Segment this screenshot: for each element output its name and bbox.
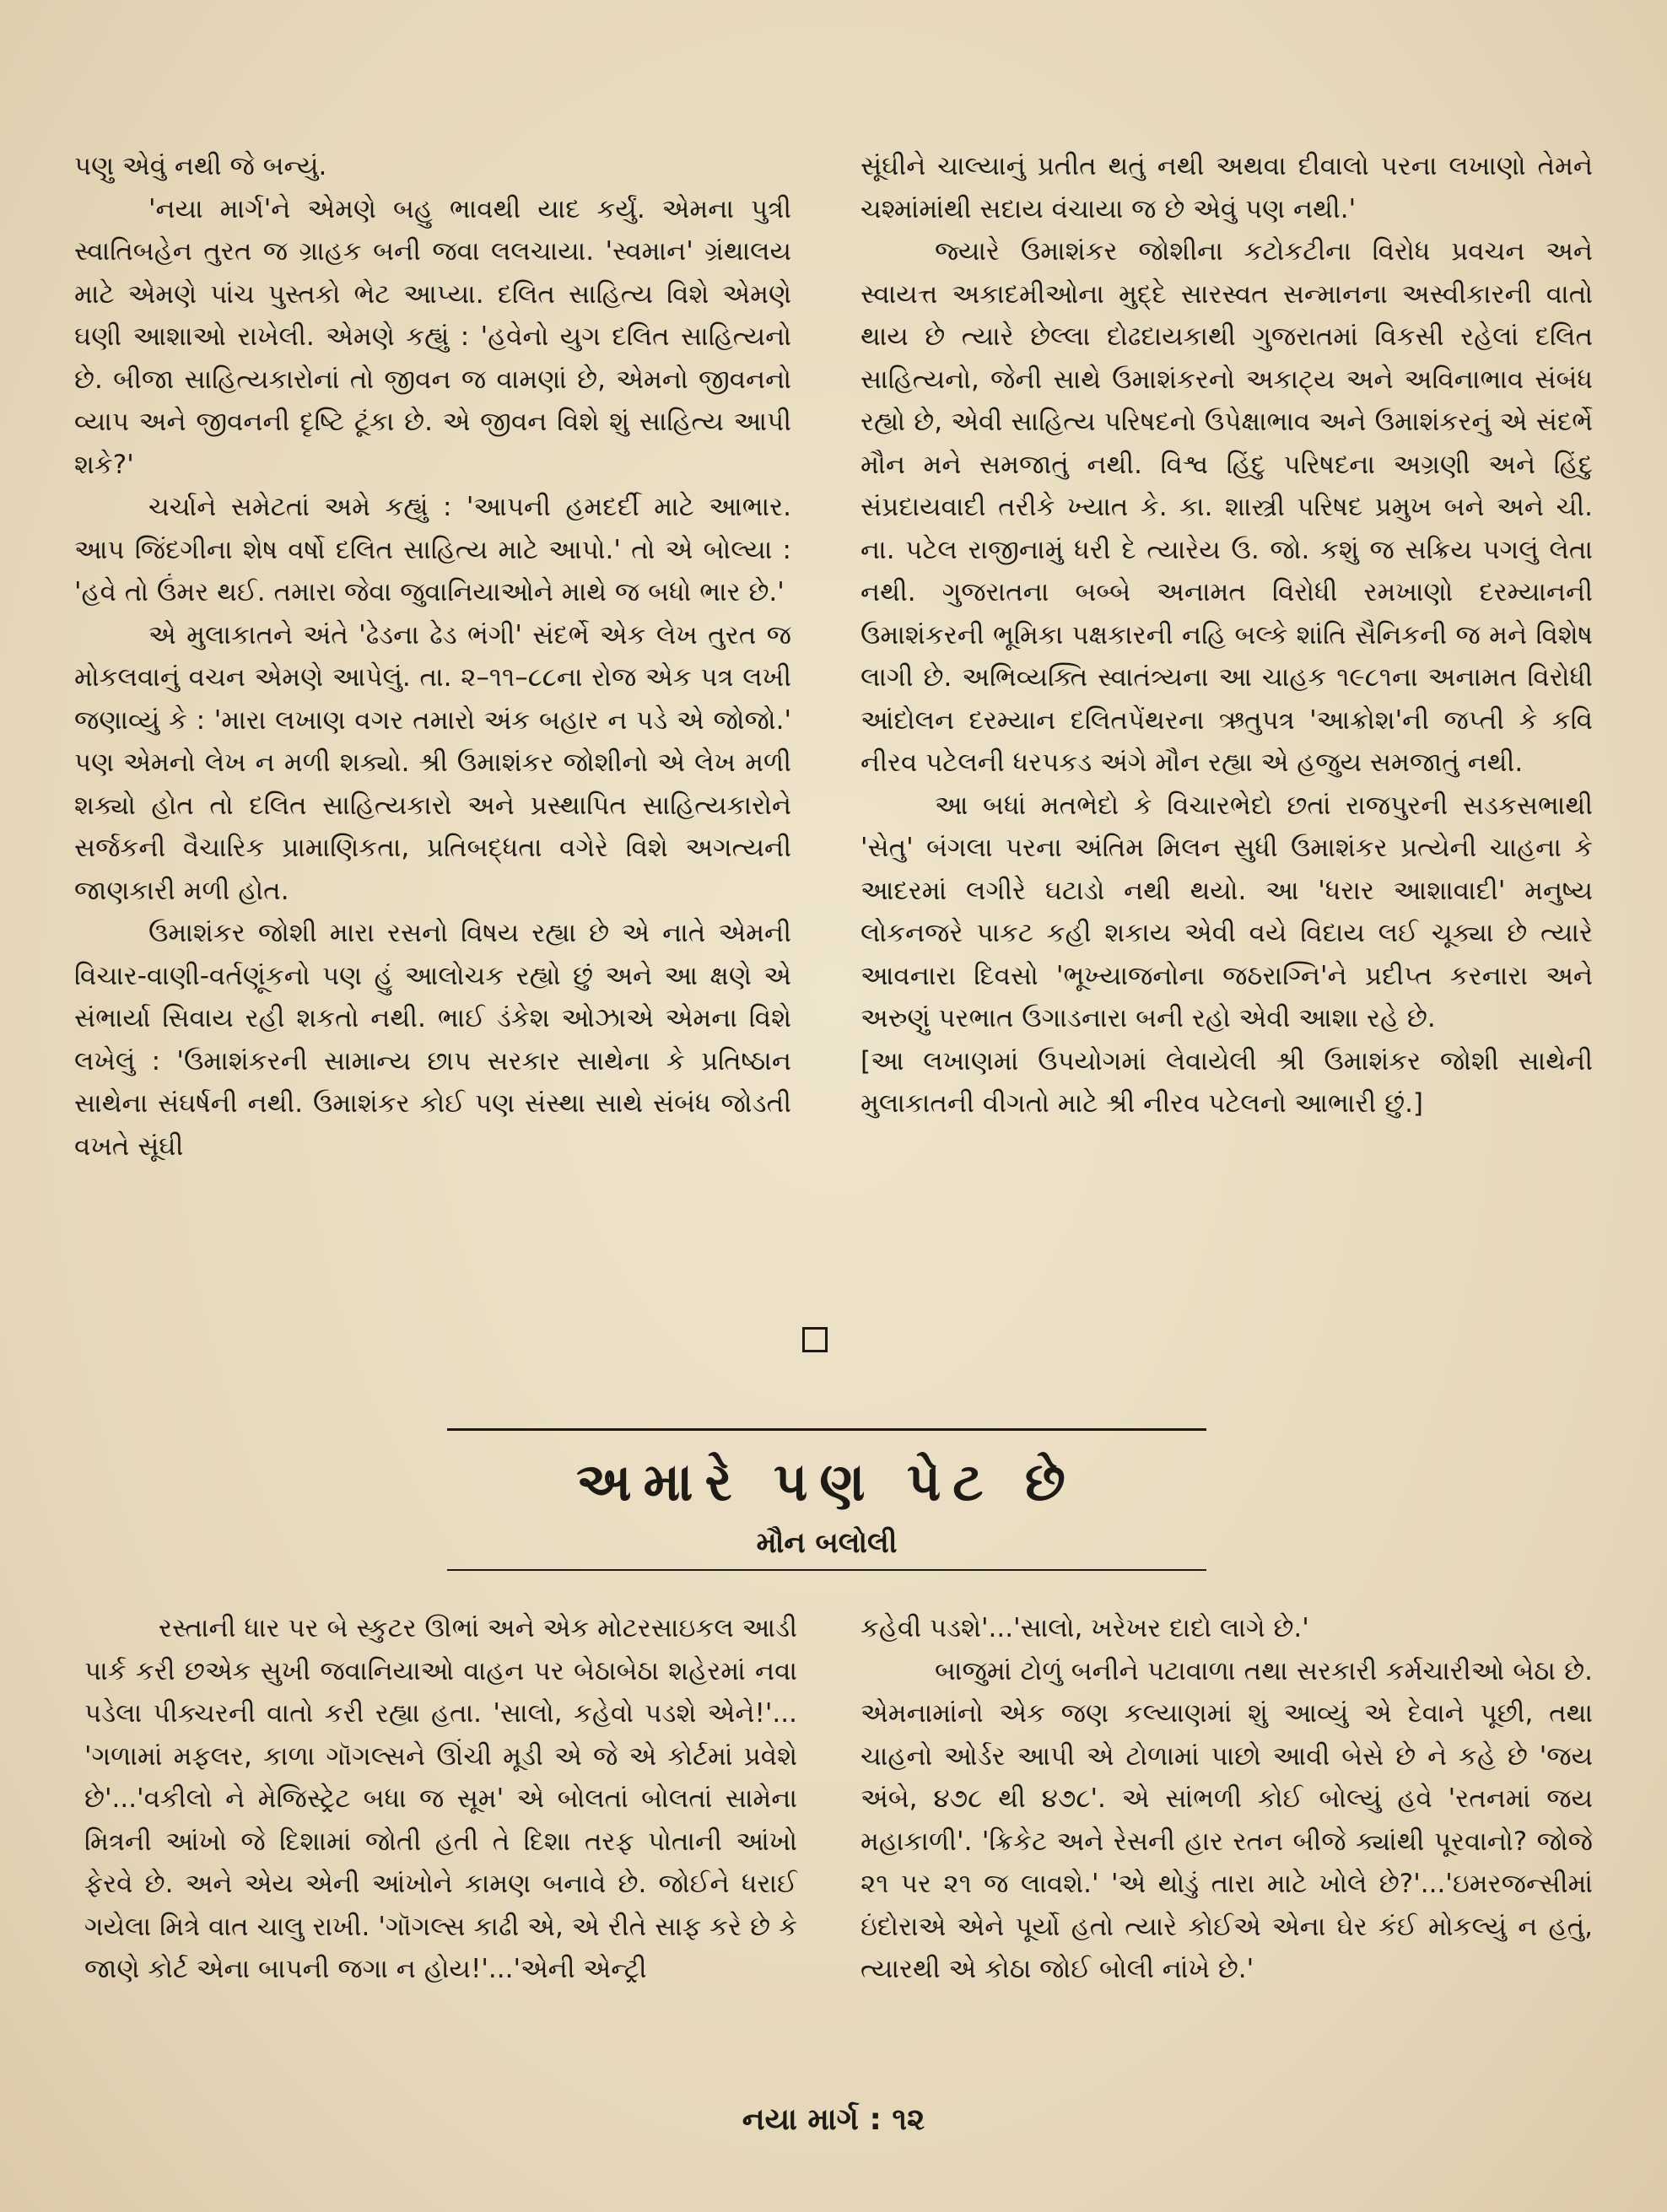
article2-title: અમારે પણ પેટ છે xyxy=(576,1451,1077,1513)
article1-column-left xyxy=(74,145,791,1168)
article2-column-left xyxy=(84,1607,797,1991)
article2-column-right xyxy=(860,1607,1593,1991)
paragraph: કહેવી પડશે'...'સાલો, ખરેખર દાદો લાગે છે.' xyxy=(860,1613,1309,1643)
article2-author: મૌન બલોલી xyxy=(756,1526,898,1560)
paragraph: આ બધાં મતભેદો કે વિચારભેદો છતાં રાજપુરની સડકસભાથી 'સેતુ' બંગલા પરના અંતિમ મિલન સુધી ઉમાશંકર પ્રત્યેની ચાહના કે આદરમાં લગીરે ઘટાડો નથી થયો. આ 'ધરાર આશાવાદી' મનુષ્ય લોકનજરે પાકટ કહી શકાય એવી વયે વિદાય લઈ ચૂક્યા છે ત્યારે આવનારા દિવસો 'ભૂખ્યાજનોના જઠરાગ્નિ'ને પ્રદીપ્ત કરનારા અને અરુણું પરભાત ઉગાડનારા બની રહો એવી આશા રહે છે. xyxy=(860,790,1593,1033)
page-footer: નયા માર્ગ : ૧૨ xyxy=(742,2102,925,2137)
paragraph: એ મુલાકાતને અંતે 'ઢેડના ઢેડ ભંગી' સંદર્ભે એક લેખ તુરત જ મોકલવાનું વચન એમણે આપેલું. તા. ૨–૧૧–૮૮ના રોજ એક પત્ર લખી જણાવ્યું કે : 'મારા લખાણ વગર તમારો અંક બહાર ન પડે એ જોજો.' પણ એમનો લેખ ન મળી શક્યો. શ્રી ઉમાશંકર જોશીનો એ લેખ મળી શક્યો હોત તો દલિત સાહિત્યકારો અને પ્રસ્થાપિત સાહિત્યકારોને સર્જકની વૈચારિક પ્રામાણિકતા, પ્રતિબદ્ધતા વગેરે વિશે અગત્યની જાણકારી મળી હોત. xyxy=(74,619,791,906)
article-end-square-icon xyxy=(802,1327,828,1352)
paragraph: બાજુમાં ટોળું બનીને પટાવાળા તથા સરકારી કર્મચારીઓ બેઠા છે. એમનામાંનો એક જણ કલ્યાણમાં શું આવ્યું એ દેવાને પૂછી, તથા ચાહનો ઓર્ડર આપી એ ટોળામાં પાછો આવી બેસે છે ને કહે છે 'જય અંબે, ૪૭૮ થી ૪૭૮'. એ સાંભળી કોઈ બોલ્યું હવે 'રતનમાં જય મહાકાળી'. 'ક્રિકેટ અને રેસની હાર રતન બીજે ક્યાંથી પૂરવાનો? જોજે ૨૧ પર ૨૧ જ લાવશે.' 'એ થોડું તારા માટે ખોલે છે?'...'ઇમરજન્સીમાં ઇંદોરાએ એને પૂર્યો હતો ત્યારે કોઈએ એના ઘેર કંઈ મોકલ્યું ન હતું, ત્યારથી એ કોઠા જોઈ બોલી નાંખે છે.' xyxy=(860,1655,1593,1984)
paragraph: જ્યારે ઉમાશંકર જોશીના કટોકટીના વિરોધ પ્રવચન અને સ્વાયત્ત અકાદમીઓના મુદ્દે સારસ્વત સન્માનના અસ્વીકારની વાતો થાય છે ત્યારે છેલ્લા દોઢદાયકાથી ગુજરાતમાં વિકસી રહેલાં દલિત સાહિત્યનો, જેની સાથે ઉમાશંકરનો અકાટ્ય અને અવિનાભાવ સંબંધ રહ્યો છે, એવી સાહિત્ય પરિષદનો ઉપેક્ષાભાવ અને ઉમાશંકરનું એ સંદર્ભે મૌન મને સમજાતું નથી. વિશ્વ હિંદુ પરિષદના અગ્રણી અને હિંદુ સંપ્રદાયવાદી તરીકે ખ્યાત કે. કા. શાસ્ત્રી પરિષદ પ્રમુખ બને અને ચી. ના. પટેલ રાજીનામું ધરી દે ત્યારેય ઉ. જો. કશું જ સક્રિય પગલું લેતા નથી. ગુજરાતના બબ્બે અનામત વિરોધી રમખાણો દરમ્યાનની ઉમાશંકરની ભૂમિકા પક્ષકારની નહિ બલ્કે શાંતિ સૈનિકની જ મને વિશેષ લાગી છે. અભિવ્યક્તિ સ્વાતંત્ર્યના આ ચાહક ૧૯૮૧ના અનામત વિરોધી આંદોલન દરમ્યાન દલિતપેંથરના ઋતુપત્ર 'આક્રોશ'ની જપ્તી કે કવિ નીરવ પટેલની ધરપકડ અંગે મૌન રહ્યા એ હજુય સમજાતું નથી. xyxy=(860,236,1593,778)
paragraph: પણુ એવું નથી જે બન્યું. xyxy=(74,151,327,181)
paragraph: 'નયા માર્ગ'ને એમણે બહુ ભાવથી યાદ કર્યું. એમના પુત્રી સ્વાતિબહેન તુરત જ ગ્રાહક બની જવા લલચાયા. 'સ્વમાન' ગ્રંથાલય માટે એમણે પાંચ પુસ્તકો ભેટ આપ્યા. દલિત સાહિત્ય વિશે એમણે ઘણી આશાઓ રાખેલી. એમણે કહ્યું : 'હવેનો યુગ દલિત સાહિત્યનો છે. બીજા સાહિત્યકારોનાં તો જીવન જ વામણાં છે, એમનો જીવનનો વ્યાપ અને જીવનની દૃષ્ટિ ટૂંકા છે. એ જીવન વિશે શું સાહિત્ય આપી શકે?' xyxy=(74,193,791,480)
title-rule-bottom xyxy=(447,1569,1206,1571)
acknowledgement-note: [આ લખાણમાં ઉપયોગમાં લેવાયેલી શ્રી ઉમાશંકર જોશી સાથેની મુલાકાતની વીગતો માટે શ્રી નીરવ પટેલનો આભારી છું.] xyxy=(860,1045,1593,1119)
title-rule-top xyxy=(447,1428,1206,1431)
paragraph: સૂંઘીને ચાલ્યાનું પ્રતીત થતું નથી અથવા દીવાલો પરના લખાણો તેમને ચશ્માંમાંથી સદાય વંચાયા જ છે એવું પણ નથી.' xyxy=(860,151,1593,224)
paragraph: ચર્ચાને સમેટતાં અમે કહ્યું : 'આપની હમદર્દી માટે આભાર. આપ જિંદગીના શેષ વર્ષો દલિત સાહિત્ય માટે આપો.' તો એ બોલ્યા : 'હવે તો ઉંમર થઈ. તમારા જેવા જુવાનિયાઓને માથે જ બધો ભાર છે.' xyxy=(74,492,791,607)
paragraph: રસ્તાની ધાર પર બે સ્કુટર ઊભાં અને એક મોટરસાઇકલ આડી પાર્ક કરી છએક સુખી જવાનિયાઓ વાહન પર બેઠાબેઠા શહેરમાં નવા પડેલા પીક્ચરની વાતો કરી રહ્યા હતા. 'સાલો, કહેવો પડશે એને!'... 'ગળામાં મફલર, કાળા ગૉગલ્સને ઊંચી મૂડી એ જે એ કોર્ટમાં પ્રવેશે છે'...'વકીલો ને મેજિસ્ટ્રેટ બધા જ સૂમ' એ બોલતાં બોલતાં સામેના મિત્રની આંખો જે દિશામાં જોતી હતી તે દિશા તરફ પોતાની આંખો ફેરવે છે. અને એય એની આંખોને કામણ બનાવે છે. જોઈને ધરાઈ ગયેલા મિત્રે વાત ચાલુ રાખી. 'ગૉગલ્સ કાઢી એ, એ રીતે સાફ કરે છે કે જાણે કોર્ટ એના બાપની જગા ન હોય!'...'એની એન્ટ્રી xyxy=(84,1613,797,1984)
paragraph: ઉમાશંકર જોશી મારા રસનો વિષય રહ્યા છે એ નાતે એમની વિચાર-વાણી-વર્તણૂંકનો પણ હું આલોચક રહ્યો છું અને આ ક્ષણે એ સંભાર્યા સિવાય રહી શકતો નથી. ભાઈ ડંકેશ ઓઝાએ એમના વિશે લખેલું : 'ઉમાશંકરની સામાન્ય છાપ સરકાર સાથેના કે પ્રતિષ્ઠાન સાથેના સંઘર્ષની નથી. ઉમાશંકર કોઈ પણ સંસ્થા સાથે સંબંધ જોડતી વખતે સૂંઘી xyxy=(74,918,791,1162)
article1-column-right xyxy=(860,145,1593,1125)
